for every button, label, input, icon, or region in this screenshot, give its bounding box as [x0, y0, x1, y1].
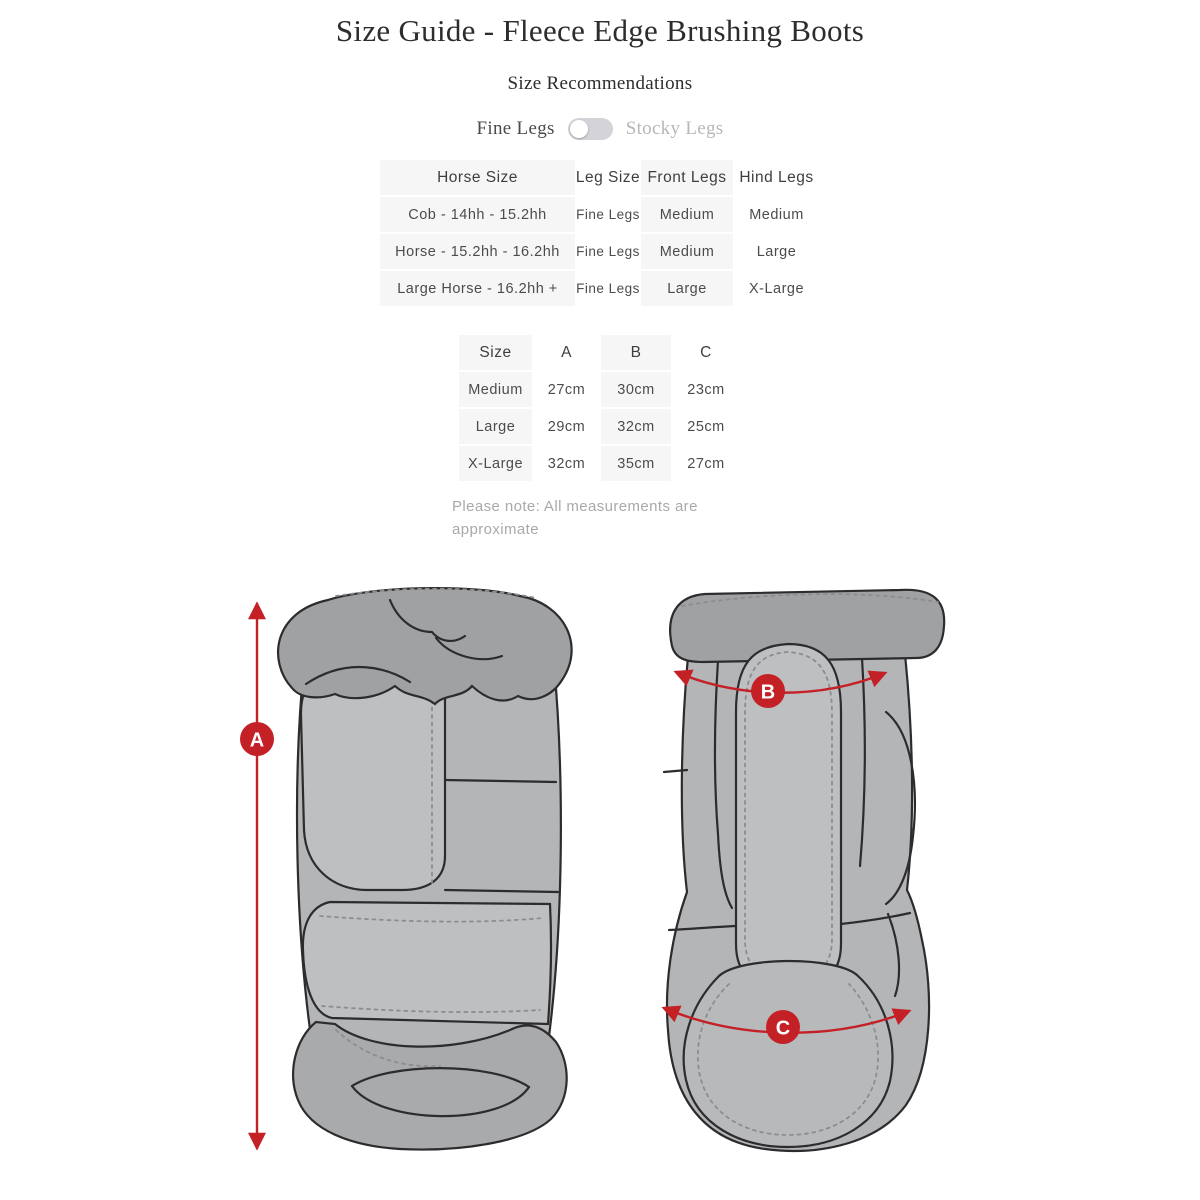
col-header-front-legs: Front Legs [641, 160, 733, 196]
boot-measurement-diagram [0, 584, 1200, 1166]
col-header-leg-size: Leg Size [575, 160, 641, 196]
measure-a-label: A [249, 729, 265, 752]
cell-front-legs: Medium [641, 196, 733, 233]
cell-c: 25cm [671, 408, 741, 445]
boot-diagram-svg [240, 584, 960, 1166]
col-header-horse-size: Horse Size [380, 160, 575, 196]
table-row [380, 270, 820, 307]
cell-b: 35cm [601, 445, 671, 482]
measure-a [240, 604, 274, 1148]
stocky-legs-label[interactable]: Stocky Legs [625, 118, 724, 139]
col-header-a: A [532, 335, 601, 371]
table-header-row [459, 335, 741, 371]
page-title: Size Guide - Fleece Edge Brushing Boots [335, 13, 865, 48]
section-subtitle: Size Recommendations [507, 73, 693, 94]
cell-hind-legs: Medium [733, 196, 820, 233]
cell-leg-size: Fine Legs [575, 233, 641, 270]
boot-front-illustration [278, 588, 572, 1149]
cell-hind-legs: X-Large [733, 270, 820, 307]
table-row [459, 445, 741, 482]
cell-c: 23cm [671, 371, 741, 408]
cell-size: X-Large [459, 445, 532, 482]
measurements-note: Please note: All measurements are approximate [452, 498, 698, 538]
cell-size: Medium [459, 371, 532, 408]
recommendation-table [380, 160, 820, 308]
cell-horse-size: Horse - 15.2hh - 16.2hh [380, 233, 575, 270]
cell-a: 27cm [532, 371, 601, 408]
cell-front-legs: Medium [641, 233, 733, 270]
cell-a: 29cm [532, 408, 601, 445]
toggle-knob [570, 120, 588, 138]
col-header-c: C [671, 335, 741, 371]
boot-back-illustration [664, 590, 944, 1151]
cell-horse-size: Large Horse - 16.2hh + [380, 270, 575, 307]
cell-leg-size: Fine Legs [575, 196, 641, 233]
cell-front-legs: Large [641, 270, 733, 307]
col-header-b: B [601, 335, 671, 371]
table-header-row [380, 160, 820, 196]
col-header-hind-legs: Hind Legs [733, 160, 820, 196]
measure-b-label: B [760, 681, 776, 704]
cell-horse-size: Cob - 14hh - 15.2hh [380, 196, 575, 233]
cell-c: 27cm [671, 445, 741, 482]
leg-type-toggle-row [0, 116, 1200, 142]
cell-size: Large [459, 408, 532, 445]
table-row [380, 196, 820, 233]
table-row [380, 233, 820, 270]
cell-b: 30cm [601, 371, 671, 408]
table-row [459, 408, 741, 445]
cell-b: 32cm [601, 408, 671, 445]
leg-type-toggle[interactable] [568, 118, 613, 140]
col-header-size: Size [459, 335, 532, 371]
table-row [459, 371, 741, 408]
cell-a: 32cm [532, 445, 601, 482]
measurement-table [459, 335, 741, 483]
measure-c-label: C [775, 1017, 791, 1040]
cell-hind-legs: Large [733, 233, 820, 270]
cell-leg-size: Fine Legs [575, 270, 641, 307]
fine-legs-label[interactable]: Fine Legs [476, 118, 555, 139]
